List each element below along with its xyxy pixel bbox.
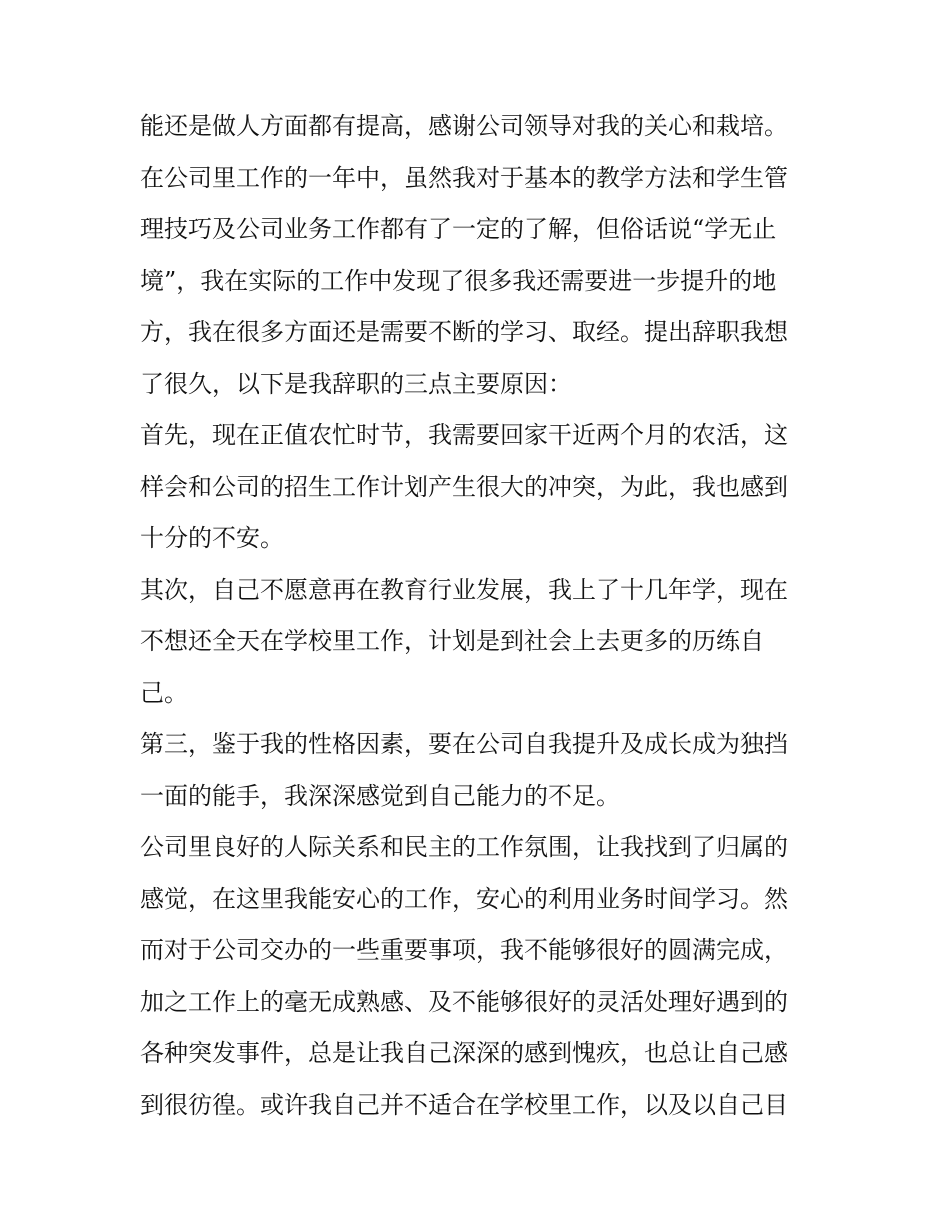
text-line: 理技巧及公司业务工作都有了一定的了解，但俗话说“学无止 — [140, 215, 777, 243]
text-line: 加之工作上的毫无成熟感、及不能够很好的灵活处理好遇到的 — [140, 987, 788, 1016]
text-line: 境”，我在实际的工作中发现了很多我还需要进一步提升的地 — [140, 266, 777, 295]
text-line: 样会和公司的招生工作计划产生很大的冲突，为此，我也感到 — [140, 472, 788, 501]
text-line: 第三，鉴于我的性格因素，要在公司自我提升及成长成为独挡 — [140, 730, 788, 758]
text-line: 而对于公司交办的一些重要事项，我不能够很好的圆满完成， — [140, 936, 788, 964]
text-line: 了很久，以下是我辞职的三点主要原因： — [140, 369, 572, 398]
text-line: 首先，现在正值农忙时节，我需要回家干近两个月的农活，这 — [140, 421, 788, 449]
text-line: 能还是做人方面都有提高，感谢公司领导对我的关心和栽培。 — [140, 112, 788, 140]
text-line: 感觉，在这里我能安心的工作，安心的利用业务时间学习。然 — [140, 884, 788, 913]
text-line: 方，我在很多方面还是需要不断的学习、取经。提出辞职我想 — [140, 318, 788, 346]
body-text — [140, 101, 820, 1131]
text-line: 一面的能手，我深深感觉到自己能力的不足。 — [140, 781, 620, 810]
text-line: 其次，自己不愿意再在教育行业发展，我上了十几年学，现在 — [140, 575, 788, 604]
text-line: 公司里良好的人际关系和民主的工作氛围，让我找到了归属的 — [140, 833, 788, 861]
text-line: 到很彷徨。或许我自己并不适合在学校里工作，以及以自己目 — [140, 1090, 788, 1119]
text-line: 十分的不安。 — [140, 524, 284, 552]
text-line: 不想还全天在学校里工作，计划是到社会上去更多的历练自 — [140, 627, 764, 655]
text-line: 己。 — [140, 678, 188, 707]
text-line: 各种突发事件，总是让我自己深深的感到愧疚，也总让自己感 — [140, 1039, 788, 1067]
text-line: 在公司里工作的一年中，虽然我对于基本的教学方法和学生管 — [140, 163, 788, 192]
